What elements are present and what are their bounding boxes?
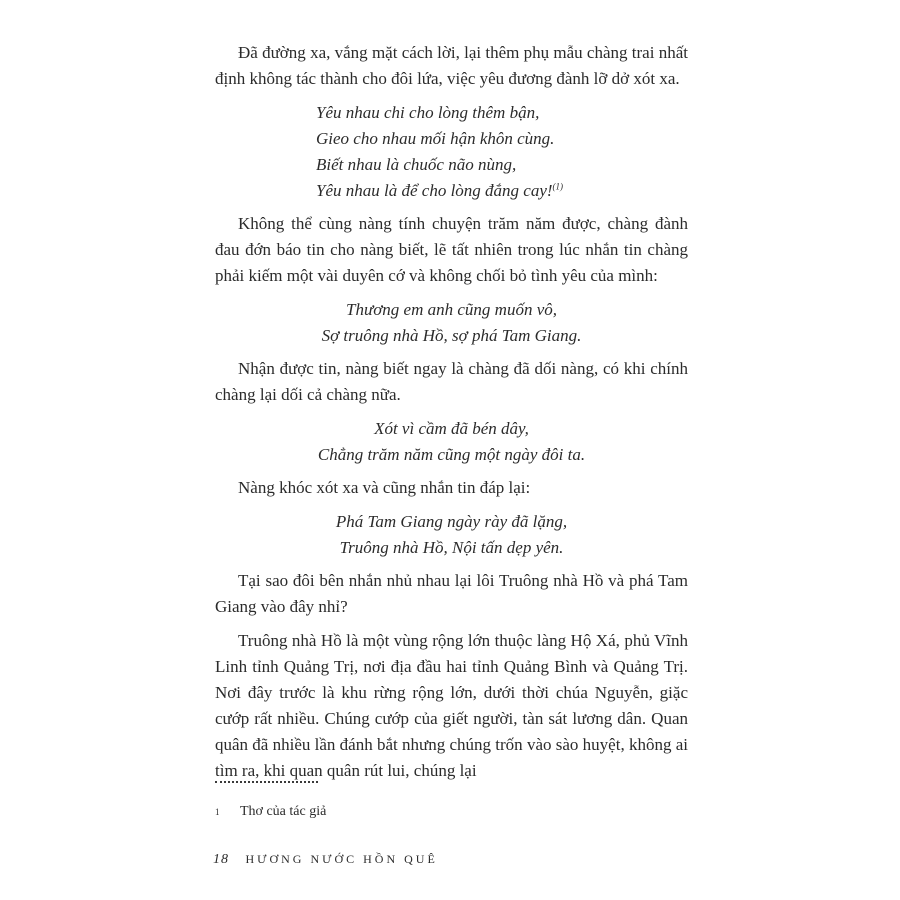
page-footer [213, 852, 438, 868]
verse-line-text: Yêu nhau là để cho lòng đắng cay! [316, 181, 553, 200]
verse-line: Biết nhau là chuốc não nùng, [316, 155, 517, 174]
paragraph-5: Tại sao đôi bên nhắn nhủ nhau lại lôi Truông nhà Hồ và phá Tam Giang vào đây nhỉ? [215, 571, 688, 616]
footnote-reference: (1) [552, 181, 564, 192]
footnote-separator [215, 781, 318, 783]
verse-block-1 [215, 100, 688, 204]
paragraph-1: Đã đường xa, vắng mặt cách lời, lại thêm phụ mẫu chàng trai nhất định không tác thành cho đôi lứa, việc yêu đương đành lỡ dở xót xa. [215, 43, 688, 88]
paragraph-2: Không thể cùng nàng tính chuyện trăm năm được, chàng đành đau đớn báo tin cho nàng biết, lẽ tất nhiên trong lúc nhắn tin chàng phải kiếm một vài duyên cớ và không chối bỏ tình yêu của mình: [215, 214, 688, 285]
verse-block-3 [215, 416, 688, 468]
page-number: 18 [213, 852, 229, 867]
running-title: HƯƠNG NƯỚC HỒN QUÊ [245, 852, 438, 866]
paragraph-3: Nhận được tin, nàng biết ngay là chàng đã dối nàng, có khi chính chàng lại dối cả chàng nữa. [215, 359, 688, 404]
paragraph-6: Truông nhà Hồ là một vùng rộng lớn thuộc làng Hộ Xá, phủ Vĩnh Linh tỉnh Quảng Trị, nơi địa đầu hai tỉnh Quảng Bình và Quảng Trị. Nơi đây trước là khu rừng rộng lớn, dưới thời chúa Nguyễn, giặc cướp rất nhiều. Chúng cướp của giết người, tàn sát lương dân. Quan quân đã nhiều lần đánh bắt nhưng chúng trốn vào sào huyệt, không ai tìm ra, khi quan quân rút lui, chúng lại [215, 631, 688, 780]
paragraph-4: Nàng khóc xót xa và cũng nhắn tin đáp lại: [238, 478, 531, 497]
footnote-number: 1 [215, 807, 220, 817]
verse-line: Thương em anh cũng muốn vô, [346, 300, 557, 319]
verse-line: Chẳng trăm năm cũng một ngày đôi ta. [317, 445, 586, 464]
verse-line-with-footnote [316, 178, 688, 204]
verse-line: Gieo cho nhau mối hận khôn cùng. [316, 129, 555, 148]
footnote [215, 802, 326, 822]
footnote-text: Thơ của tác giả [240, 804, 327, 819]
verse-block-2 [215, 297, 688, 349]
verse-line: Xót vì cầm đã bén dây, [374, 419, 529, 438]
verse-line: Sợ truông nhà Hồ, sợ phá Tam Giang. [321, 326, 582, 345]
verse-line: Truông nhà Hồ, Nội tấn dẹp yên. [339, 538, 564, 557]
verse-line: Phá Tam Giang ngày rày đã lặng, [335, 512, 568, 531]
verse-block-4 [215, 509, 688, 561]
verse-line: Yêu nhau chi cho lòng thêm bận, [316, 103, 540, 122]
page-body [215, 40, 688, 792]
